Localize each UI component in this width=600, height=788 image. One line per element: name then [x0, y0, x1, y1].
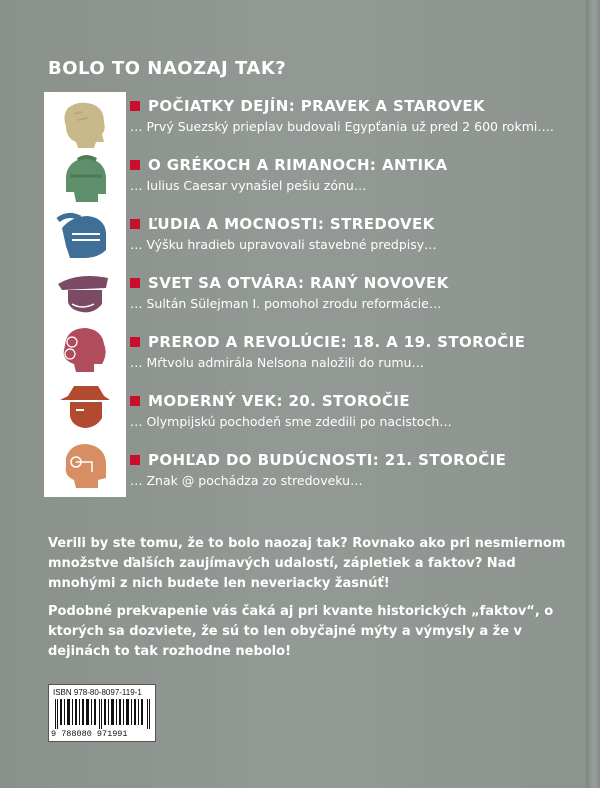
era-title: POČIATKY DEJÍN: PRAVEK A STAROVEK	[148, 97, 486, 115]
isbn-digits: 9 788080 971991	[51, 729, 128, 739]
era-fact: … Iulius Caesar vynašiel pešiu zónu…	[130, 178, 367, 193]
section-heading: BOLO TO NAOZAJ TAK?	[48, 58, 287, 79]
bullet-square	[130, 455, 140, 465]
bullet-square	[130, 101, 140, 111]
bullet-square	[130, 396, 140, 406]
era-title: SVET SA OTVÁRA: RANÝ NOVOVEK	[148, 274, 449, 292]
era-title: MODERNÝ VEK: 20. STOROČIE	[148, 392, 410, 410]
isbn-barcode	[48, 684, 156, 742]
era-fact: … Olympijskú pochodeň sme zdedili po nacistoch…	[130, 414, 452, 429]
bullet-square	[130, 337, 140, 347]
prehistoric-head-icon	[48, 98, 122, 150]
fedora-head-icon	[48, 382, 122, 434]
era-fact: … Mŕtvolu admirála Nelsona naložili do rumu…	[130, 355, 424, 370]
era-entry	[130, 156, 570, 193]
knight-helmet-icon	[48, 210, 122, 262]
era-entry	[130, 392, 570, 429]
bullet-square	[130, 219, 140, 229]
renaissance-hat-icon	[48, 266, 122, 318]
era-entry	[130, 215, 570, 252]
era-title: POHĽAD DO BUDÚCNOSTI: 21. STOROČIE	[148, 451, 507, 469]
spine-edge	[586, 0, 600, 788]
era-fact: … Prvý Suezský prieplav budovali Egypťania už pred 2 600 rokmi….	[130, 119, 554, 134]
era-entry	[130, 274, 570, 311]
era-fact: … Výšku hradieb upravovali stavebné predpisy…	[130, 237, 437, 252]
barcode-icon	[55, 699, 151, 729]
era-title: O GRÉKOCH A RIMANOCH: ANTIKA	[148, 156, 448, 174]
era-title: PREROD A REVOLÚCIE: 18. A 19. STOROČIE	[148, 333, 526, 351]
era-entry	[130, 97, 570, 134]
era-entry	[130, 333, 570, 370]
icon-panel	[44, 92, 126, 497]
era-fact: … Znak @ pochádza zo stredoveku…	[130, 473, 363, 488]
robot-head-icon	[48, 440, 122, 492]
wig-head-icon	[48, 324, 122, 376]
era-entry	[130, 451, 570, 488]
era-fact: … Sultán Sülejman I. pomohol zrodu reformácie…	[130, 296, 442, 311]
isbn-label: ISBN 978-80-8097-119-1	[53, 688, 142, 697]
era-title: ĽUDIA A MOCNOSTI: STREDOVEK	[148, 215, 435, 233]
bullet-square	[130, 160, 140, 170]
bullet-square	[130, 278, 140, 288]
blurb-paragraph-1: Verili by ste tomu, že to bolo naozaj tak? Rovnako ako pri nesmiernom množstve ďalších zaujímavých udalostí, zápletiek a faktov? Nad mnohými z nich budete len neveriacky žasnúť!	[48, 536, 566, 591]
blurb-paragraph-2: Podobné prekvapenie vás čaká aj pri kvante historických „faktov“, o ktorých sa dozviete, že sú to len obyčajné mýty a výmysly a že v dejinách to tak rozhodne nebolo!	[48, 604, 554, 659]
roman-helmet-icon	[48, 154, 122, 206]
